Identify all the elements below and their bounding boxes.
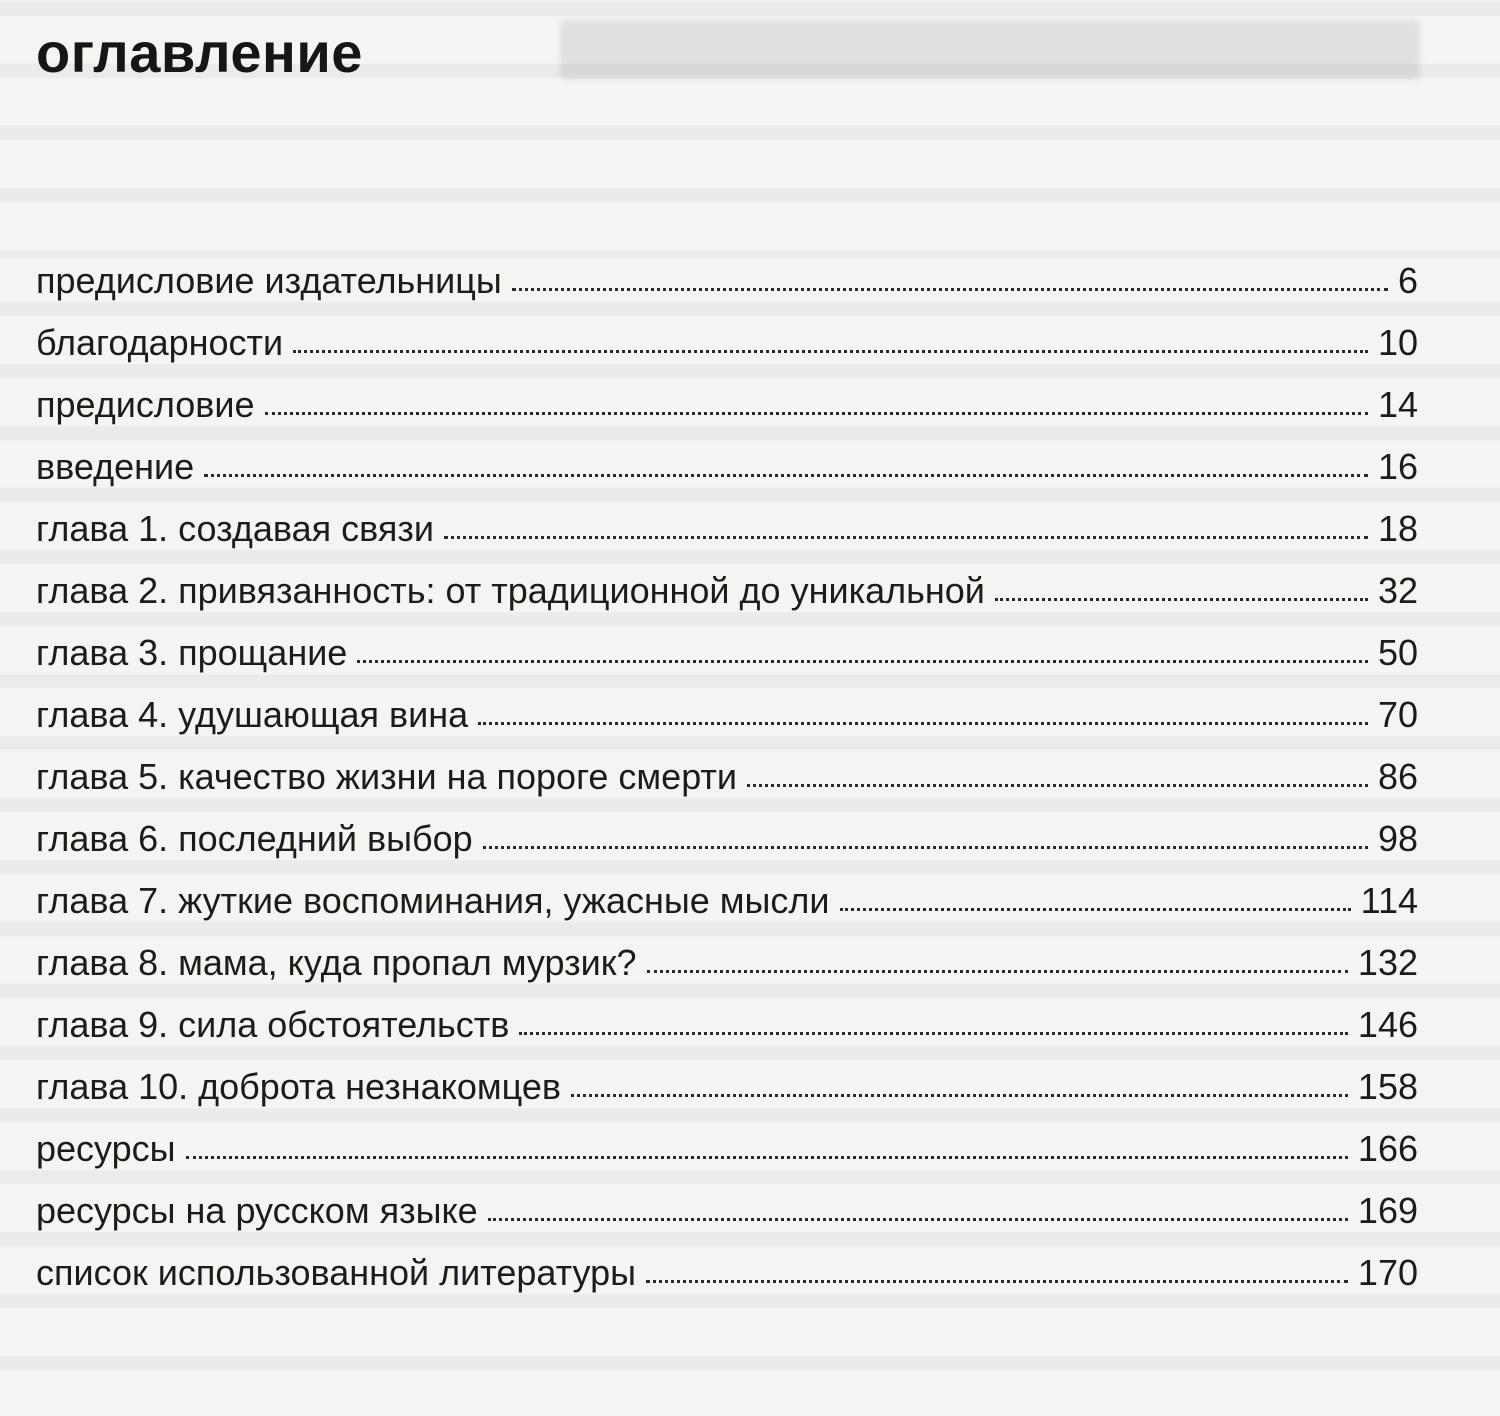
dot-leader <box>840 908 1351 911</box>
toc-entry-label: глава 1. создавая связи <box>36 508 434 549</box>
dot-leader <box>444 536 1368 539</box>
toc-entry <box>36 870 1418 932</box>
toc-entry <box>36 1118 1418 1180</box>
dot-leader <box>265 412 1368 415</box>
dot-leader <box>519 1032 1348 1035</box>
dot-leader <box>478 722 1368 725</box>
toc-entry-page-number: 132 <box>1357 942 1418 983</box>
dot-leader <box>483 846 1368 849</box>
dot-leader <box>646 1280 1348 1283</box>
toc-entry <box>36 684 1418 746</box>
toc-entry <box>36 1180 1418 1242</box>
toc-entry <box>36 1056 1418 1118</box>
toc-entry-label: список использованной литературы <box>36 1252 636 1293</box>
toc-entry-label: глава 5. качество жизни на пороге смерти <box>36 756 738 797</box>
toc-entry <box>36 250 1418 312</box>
toc-entry-page-number: 158 <box>1357 1066 1418 1107</box>
toc-entry-page-number: 146 <box>1357 1004 1418 1045</box>
dot-leader <box>293 350 1368 353</box>
toc-entry <box>36 746 1418 808</box>
toc-entry <box>36 312 1418 374</box>
toc-entry <box>36 436 1418 498</box>
toc-entry-label: глава 6. последний выбор <box>36 818 473 859</box>
dot-leader <box>512 288 1388 291</box>
toc-entry-page-number: 14 <box>1377 384 1418 425</box>
toc-entry-page-number: 114 <box>1360 880 1418 921</box>
toc-entry <box>36 1242 1418 1304</box>
toc-entry-page-number: 32 <box>1377 570 1418 611</box>
toc-entry-page-number: 6 <box>1397 260 1418 301</box>
toc-entry-page-number: 50 <box>1377 632 1418 673</box>
dot-leader <box>747 784 1368 787</box>
toc-entry-label: глава 10. доброта незнакомцев <box>36 1066 561 1107</box>
toc-entry-label: глава 4. удушающая вина <box>36 694 469 735</box>
toc-entry-page-number: 98 <box>1377 818 1418 859</box>
toc-entry-label: предисловие <box>36 384 255 425</box>
toc-entry-label: ресурсы на русском языке <box>36 1190 478 1231</box>
toc-entry-label: глава 8. мама, куда пропал мурзик? <box>36 942 637 983</box>
toc-title: оглавление <box>36 21 363 84</box>
toc-entry-label: глава 7. жуткие воспоминания, ужасные мысли <box>36 880 830 921</box>
toc-entry-label: благодарности <box>36 322 284 363</box>
toc-entry-page-number: 70 <box>1377 694 1418 735</box>
toc-entry-page-number: 18 <box>1377 508 1418 549</box>
toc-entry <box>36 498 1418 560</box>
dot-leader <box>204 474 1368 477</box>
toc-entry-page-number: 166 <box>1357 1128 1418 1169</box>
toc-entry <box>36 994 1418 1056</box>
toc-entry-page-number: 170 <box>1357 1252 1418 1293</box>
toc-entry-label: глава 2. привязанность: от традиционной до уникальной <box>36 570 985 611</box>
toc-entry-label: предисловие издательницы <box>36 260 502 301</box>
toc-entry-label: глава 9. сила обстоятельств <box>36 1004 510 1045</box>
toc-entry-page-number: 16 <box>1377 446 1418 487</box>
toc-list <box>36 250 1418 1304</box>
toc-entry <box>36 622 1418 684</box>
toc-entry-label: введение <box>36 446 195 487</box>
dot-leader <box>186 1156 1348 1159</box>
toc-entry <box>36 374 1418 436</box>
dot-leader <box>357 660 1368 663</box>
toc-entry <box>36 560 1418 622</box>
dot-leader <box>995 598 1368 601</box>
show-through-shadow <box>560 20 1420 80</box>
dot-leader <box>647 970 1348 973</box>
toc-entry-label: глава 3. прощание <box>36 632 348 673</box>
toc-entry <box>36 932 1418 994</box>
toc-entry <box>36 808 1418 870</box>
dot-leader <box>488 1218 1348 1221</box>
dot-leader <box>571 1094 1348 1097</box>
toc-entry-label: ресурсы <box>36 1128 176 1169</box>
toc-entry-page-number: 86 <box>1377 756 1418 797</box>
toc-entry-page-number: 169 <box>1357 1190 1418 1231</box>
toc-entry-page-number: 10 <box>1377 322 1418 363</box>
